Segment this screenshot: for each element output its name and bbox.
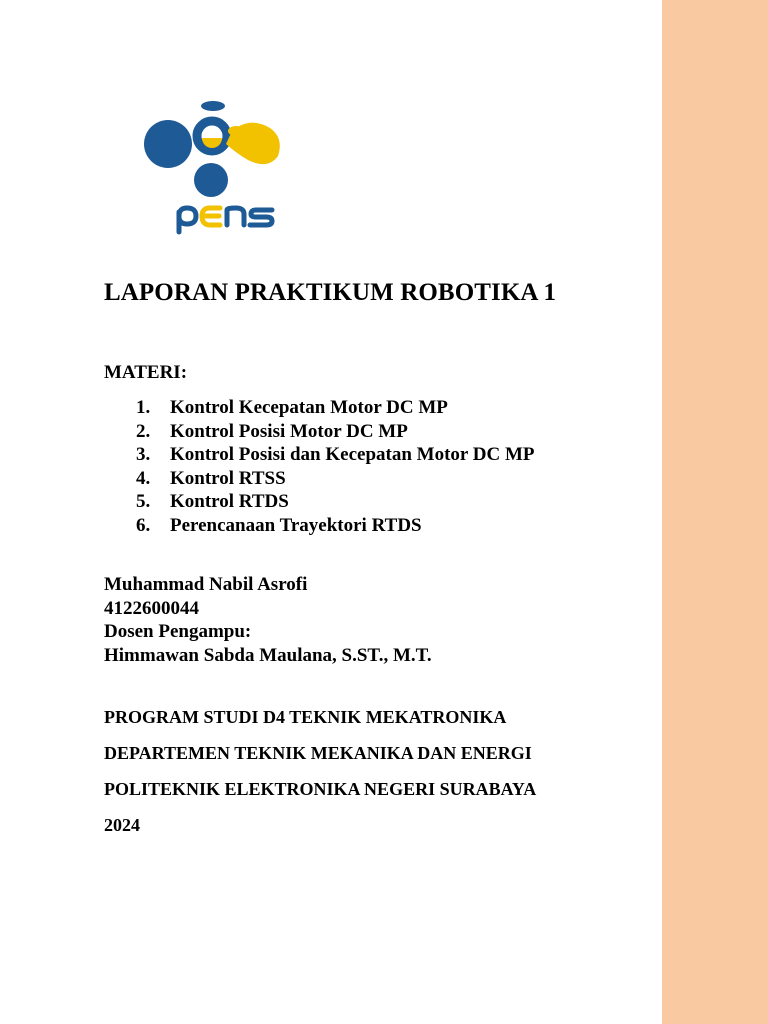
list-item	[136, 467, 535, 491]
list-item-number: 3.	[136, 444, 151, 465]
list-item-number: 2.	[136, 420, 151, 442]
pens-logo	[138, 98, 288, 238]
list-item	[136, 396, 535, 420]
list-item	[136, 443, 535, 467]
school-name: POLITEKNIK ELEKTRONIKA NEGERI SURABAYA	[104, 779, 537, 799]
pens-logo-icon	[138, 98, 288, 238]
list-item-number: 6.	[136, 514, 151, 536]
author-nrp: 4122600044	[104, 597, 199, 619]
lecturer-label: Dosen Pengampu:	[104, 621, 252, 642]
department: DEPARTEMEN TEKNIK MEKANIKA DAN ENERGI	[104, 743, 532, 763]
list-item-number: 5.	[136, 491, 151, 512]
list-item-text: Kontrol RTDS	[170, 491, 289, 512]
study-program: PROGRAM STUDI D4 TEKNIK MEKATRONIKA	[104, 707, 507, 727]
list-item-text: Kontrol RTSS	[170, 467, 286, 489]
list-item-number: 4.	[136, 467, 151, 489]
year: 2024	[104, 815, 140, 835]
materi-label: MATERI:	[104, 362, 188, 383]
lecturer-name: Himmawan Sabda Maulana, S.ST., M.T.	[104, 644, 432, 666]
side-color-band	[662, 0, 768, 1024]
list-item-text: Perencanaan Trayektori RTDS	[170, 514, 422, 536]
list-item	[136, 490, 535, 514]
author-block	[104, 573, 432, 667]
list-item	[136, 420, 535, 444]
list-item-text: Kontrol Posisi Motor DC MP	[170, 420, 408, 442]
list-item-text: Kontrol Kecepatan Motor DC MP	[170, 397, 448, 418]
list-item	[136, 514, 535, 538]
institution-block	[104, 703, 536, 847]
report-title: LAPORAN PRAKTIKUM ROBOTIKA 1	[104, 279, 557, 306]
list-item-text: Kontrol Posisi dan Kecepatan Motor DC MP	[170, 444, 535, 465]
list-item-number: 1.	[136, 397, 151, 418]
author-name: Muhammad Nabil Asrofi	[104, 574, 308, 595]
materi-list	[136, 396, 535, 537]
